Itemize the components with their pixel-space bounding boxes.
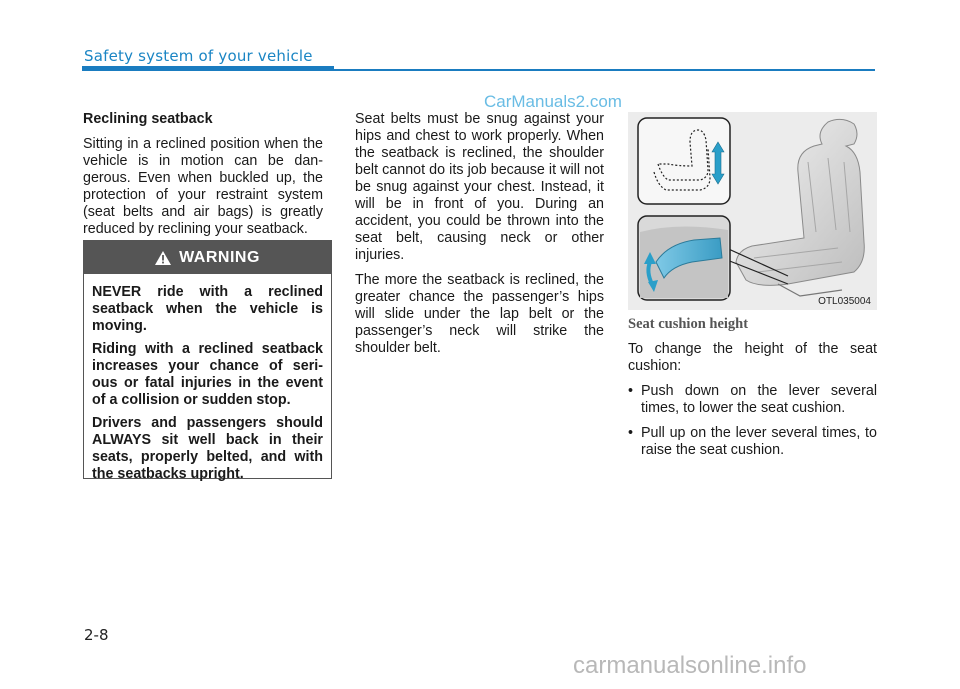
warning-paragraph: NEVER ride with a reclined seatback when the vehicle is moving. xyxy=(92,284,323,334)
warning-header xyxy=(84,241,331,274)
reclining-heading: Reclining seatback xyxy=(83,111,213,127)
header-bar-rule xyxy=(334,69,875,71)
header-bar-accent xyxy=(82,66,334,71)
bullet-icon: • xyxy=(628,383,634,399)
warning-paragraph: Riding with a reclined seatback increases your chance of seri-ous or fatal injuries in the event of a collision or sudden stop. xyxy=(92,341,323,408)
figure-caption: OTL035004 xyxy=(818,296,871,307)
warning-box xyxy=(83,240,332,482)
seat-cushion-heading: Seat cushion height xyxy=(628,316,749,332)
column-reclining xyxy=(83,111,323,246)
list-item: • Pull up on the lever several times, to raise the seat cushion. xyxy=(628,425,877,458)
section-title: Safety system of your vehicle xyxy=(84,47,313,65)
column-seat-belt xyxy=(355,111,604,365)
page-number: 2-8 xyxy=(84,626,109,644)
seat-cushion-intro: To change the height of the seat cushion: xyxy=(628,341,877,374)
seat-cushion-list xyxy=(628,383,877,459)
seat-cushion-figure xyxy=(628,112,877,310)
column-seat-cushion xyxy=(628,316,877,467)
warning-triangle-icon xyxy=(155,251,171,265)
watermark-bottom: carmanualsonline.info xyxy=(573,652,807,679)
seat-belt-paragraph: Seat belts must be snug against your hips and chest to work properly. When the seatback is reclined, the shoulder belt cannot do its job because it will not be snug against your chest. Instead, it will be in front of you. During an accident, you could be thrown into the seat belt, causing neck or other injuries. xyxy=(355,111,604,263)
warning-label: WARNING xyxy=(179,248,260,266)
list-item: • Push down on the lever several times, to lower the seat cushion. xyxy=(628,383,877,416)
seat-belt-paragraph: The more the seatback is reclined, the greater chance the passenger’s hips will slide under the lap belt or the passenger’s neck will strike the shoulder belt. xyxy=(355,272,604,356)
reclining-paragraph: Sitting in a reclined position when the vehicle is in motion can be dan-gerous. Even when buckled up, the protection of your restraint system (seat belts and air bags) is greatly reduced by reclining your seatback. xyxy=(83,136,323,237)
warning-body xyxy=(84,274,331,483)
warning-paragraph: Drivers and passengers should ALWAYS sit well back in their seats, properly belted, and with the seatbacks upright. xyxy=(92,415,323,482)
seat-illustration xyxy=(628,112,877,310)
bullet-icon: • xyxy=(628,425,634,441)
watermark-top: CarManuals2.com xyxy=(484,92,622,111)
